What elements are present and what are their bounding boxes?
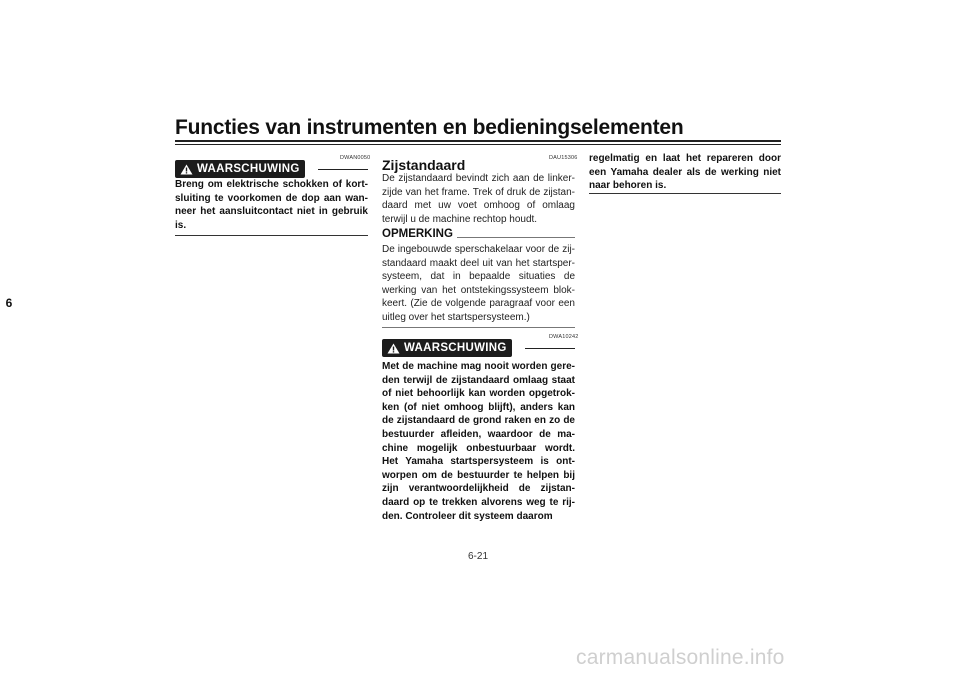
warning-triangle-icon	[387, 343, 400, 354]
warning-end-rule	[175, 235, 368, 236]
warning-code: DWA10242	[549, 334, 579, 340]
title-rule-thin	[175, 144, 781, 145]
warning-header-left	[175, 160, 368, 178]
footer-watermark: carmanualsonline.info	[576, 646, 785, 669]
note-heading: OPMERKING	[382, 228, 453, 240]
section-paragraph: De zijstandaard bevindt zich aan de linker-zijde van het frame. Trek of druk de zijstan-daard met uw voet omhoog of omlaag terwijl u de machine rechtop houdt.	[382, 173, 575, 225]
warning-badge	[382, 339, 512, 357]
section-code: DAU15306	[549, 155, 578, 161]
warning-label: WAARSCHUWING	[197, 163, 300, 175]
warning-badge	[175, 160, 305, 178]
page-number: 6-21	[468, 551, 489, 562]
title-rule	[175, 140, 781, 142]
note-header	[382, 228, 575, 240]
warning-code: DWAN0050	[340, 155, 371, 161]
page-title: Functies van instrumenten en bedieningselementen	[175, 116, 684, 139]
chapter-tab: 6	[5, 296, 13, 310]
note-end-rule	[382, 327, 575, 328]
section-heading: Zijstandaard	[382, 157, 466, 173]
warning-header-middle	[382, 339, 575, 357]
warning-label: WAARSCHUWING	[404, 342, 507, 354]
warning-text-left: Breng om elektrische schokken of kort-sluiting te voorkomen de dop aan wan-neer het aansluitcontact niet in gebruik is.	[175, 179, 368, 231]
badge-rule	[318, 169, 368, 170]
warning-triangle-icon	[180, 164, 193, 175]
badge-rule	[525, 348, 575, 349]
note-rule	[457, 237, 575, 238]
warning-end-rule	[589, 193, 781, 194]
warning-text-right: regelmatig en laat het repareren door een Yamaha dealer als de werking niet naar behoren is.	[589, 153, 781, 192]
warning-text-middle: Met de machine mag nooit worden gere-den terwijl de zijstandaard omlaag staat of niet behoorlijk kan worden opgetrok-ken (of niet omhoog blijft), anders kan de zijstandaard de grond raken en zo de bestuurder afleiden, waardoor de ma-chine mogelijk onbestuurbaar wordt. Het Yamaha startspersysteem is ont-worpen om de bestuurder te helpen bij zijn verantwoordelijkheid de zijstan-daard op te trekken alvorens weg te rij-den. Controleer dit systeem daarom	[382, 361, 575, 522]
note-text: De ingebouwde sperschakelaar voor de zij-standaard maakt deel uit van het startsper-systeem, dat in bepaalde situaties de werking van het ontstekingssysteem blok-keert. (Zie de volgende paragraaf voor een uitleg over het startspersysteem.)	[382, 244, 575, 323]
